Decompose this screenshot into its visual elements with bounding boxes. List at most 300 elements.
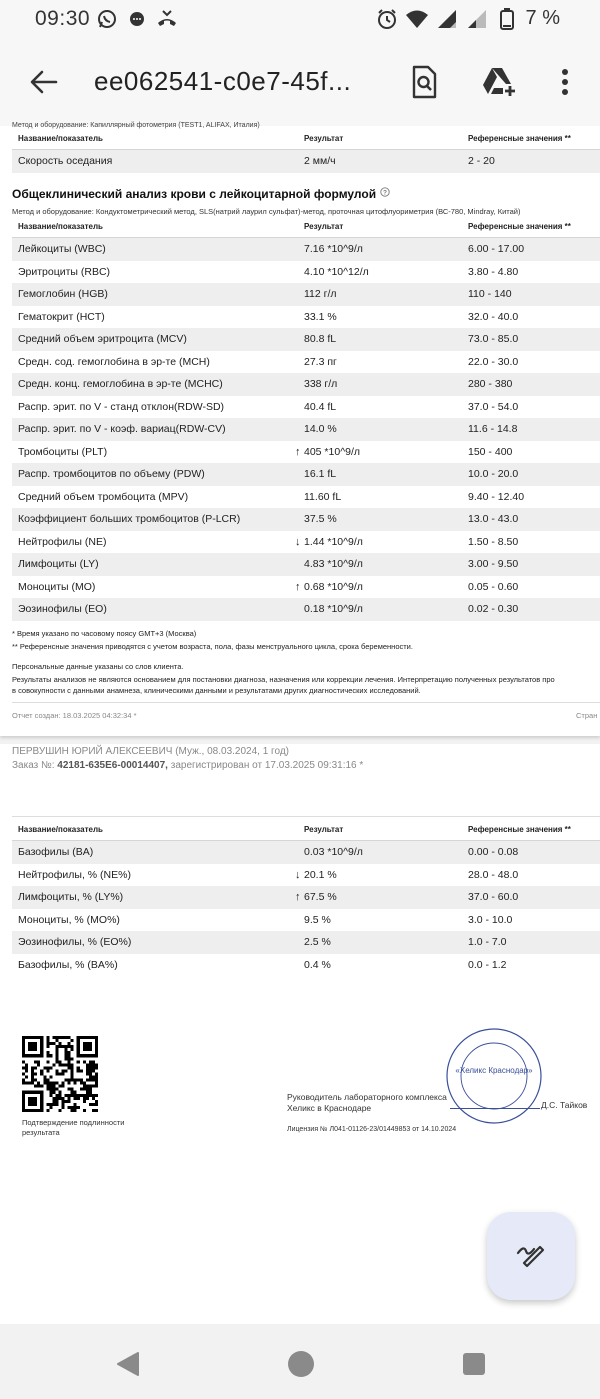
note-disclaimer-2: в совокупности с данными анамнеза, клиническими данными и результатами других диагностических исследований. [12,686,421,695]
qr-module [62,1069,65,1072]
reference-range: 6.00 - 17.00 [468,243,525,255]
qr-module [34,1079,37,1082]
qr-module [62,1085,65,1088]
qr-module [68,1097,71,1100]
nav-back-button[interactable] [112,1348,144,1380]
qr-module [65,1100,68,1103]
status-bar [0,0,600,38]
qr-code[interactable] [22,1036,98,1112]
result-name: Базофилы, % (BA%) [18,958,118,971]
qr-module [46,1109,49,1112]
qr-module [80,1082,83,1085]
qr-module [58,1072,61,1075]
note-personal-data: Персональные данные указаны со слов клиента. [12,662,184,671]
signature-line [450,1108,540,1109]
app-bar [0,38,600,126]
result-name: Средн. сод. гемоглобина в эр-те (MCH) [18,355,210,368]
result-value: 2.5 % [304,936,331,948]
order-info: Заказ №: 42181-635E6-00014407, зарегистрирован от 17.03.2025 09:31:16 * [12,760,364,771]
qr-module [49,1085,52,1088]
qr-module [92,1085,95,1088]
result-name: Гематокрит (HCT) [18,310,105,323]
qr-module [65,1057,68,1060]
qr-module [55,1036,58,1039]
qr-module [95,1109,98,1112]
result-value: 7.16 *10^9/л [304,243,363,255]
qr-module [62,1103,65,1106]
qr-module [40,1072,43,1075]
qr-module [65,1036,68,1039]
result-value: 4.83 *10^9/л [304,558,363,570]
qr-module [92,1109,95,1112]
qr-module [25,1076,28,1079]
result-name: Моноциты, % (MO%) [18,913,120,926]
result-name: Распр. тромбоцитов по объему (PDW) [18,468,205,480]
flag-high-icon: ↑ [295,891,301,903]
order-number: 42181-635E6-00014407, [57,760,168,771]
qr-module [31,1069,34,1072]
patient-info: ПЕРВУШИН ЮРИЙ АЛЕКСЕЕВИЧ (Муж., 08.03.2024, 1 год) [12,746,289,757]
result-value: 20.1 % [304,868,337,881]
qr-caption: Подтверждение подлинности результата [22,1118,125,1137]
qr-module [49,1066,52,1069]
reference-range: 2 - 20 [468,155,495,167]
qr-module [86,1063,89,1066]
reference-range: 37.0 - 54.0 [468,400,519,413]
drive-add-icon [482,67,518,97]
nav-recents-button[interactable] [458,1348,490,1380]
qr-module [55,1060,58,1063]
qr-module [34,1066,37,1069]
result-value: 0.18 *10^9/л [304,603,363,615]
qr-module [95,1103,98,1106]
qr-module [46,1082,49,1085]
qr-module [43,1066,46,1069]
flag-low-icon: ↓ [295,535,301,548]
qr-module [55,1039,58,1042]
reference-range: 0.05 - 0.60 [468,580,519,593]
qr-module [86,1072,89,1075]
qr-module [49,1088,52,1091]
qr-module [49,1091,52,1094]
signer-title: Руководитель лабораторного комплекса Хеликс в Краснодаре [287,1092,447,1113]
qr-module [68,1057,71,1060]
reference-range: 28.0 - 48.0 [468,868,519,881]
qr-module [83,1088,86,1091]
qr-module [46,1045,49,1048]
reference-range: 1.50 - 8.50 [468,535,519,548]
qr-module [46,1069,49,1072]
qr-module [95,1079,98,1082]
qr-module [89,1085,92,1088]
qr-module [68,1106,71,1109]
reference-range: 13.0 - 43.0 [468,513,519,525]
qr-module [71,1109,74,1112]
annotate-fab[interactable] [487,1212,575,1300]
qr-module [31,1082,34,1085]
report-created: Отчет создан: 18.03.2025 04:32:34 * [12,711,137,720]
qr-module [74,1094,77,1097]
table-row [12,418,600,441]
qr-module [37,1085,40,1088]
result-name: Лимфоциты, % (LY%) [18,891,124,903]
qr-module [86,1066,89,1069]
table-row [12,261,600,284]
qr-module [58,1063,61,1066]
qr-module [71,1066,74,1069]
result-value: 33.1 % [304,310,337,323]
qr-finder [28,1042,37,1051]
qr-module [31,1079,34,1082]
qr-module [77,1066,80,1069]
qr-module [55,1082,58,1085]
qr-module [71,1039,74,1042]
reference-range: 1.0 - 7.0 [468,936,507,948]
more-options-button[interactable] [543,60,587,104]
qr-module [43,1076,46,1079]
qr-module [31,1066,34,1069]
document-page-1 [0,122,600,736]
result-name: Лимфоциты (LY) [18,558,99,570]
reference-range: 0.00 - 0.08 [468,846,519,858]
qr-module [65,1045,68,1048]
qr-module [46,1085,49,1088]
result-value: 405 *10^9/л [304,445,361,458]
qr-module [68,1066,71,1069]
document-title: ee062541-c0e7-45f... [94,66,352,96]
reference-range: 280 - 380 [468,378,513,390]
nav-back-icon [115,1351,141,1377]
qr-module [31,1076,34,1079]
missed-call-icon [156,8,178,30]
qr-module [68,1094,71,1097]
reference-range: 10.0 - 20.0 [468,468,519,480]
qr-module [55,1094,58,1097]
qr-module [46,1066,49,1069]
lab-stamp [444,1026,544,1126]
qr-module [52,1063,55,1066]
qr-module [83,1082,86,1085]
table-row [12,531,600,554]
message-icon [126,8,148,30]
table-row [12,598,600,621]
qr-module [77,1060,80,1063]
reference-range: 73.0 - 85.0 [468,333,519,345]
qr-module [89,1088,92,1091]
table-row [12,508,600,531]
qr-module [71,1063,74,1066]
result-value: 9.5 % [304,913,331,926]
reference-range: 0.02 - 0.30 [468,603,519,615]
qr-module [62,1072,65,1075]
qr-module [65,1069,68,1072]
result-name: Эозинофилы, % (EO%) [18,936,132,948]
qr-module [65,1048,68,1051]
qr-module [86,1079,89,1082]
qr-module [68,1063,71,1066]
nav-recents-icon [462,1352,486,1376]
table-row [12,396,600,419]
divider [12,816,600,817]
result-value: 11.60 fL [304,490,342,503]
flag-low-icon: ↓ [295,868,301,881]
qr-module [74,1091,77,1094]
qr-module [86,1088,89,1091]
svg-text:?: ? [383,189,388,197]
signal-icon [466,8,488,30]
note-disclaimer-1: Результаты анализов не являются основанием для постановки диагноза, назначения или коррекции лечения. Интерпретацию полученных результатов про [12,675,555,684]
qr-module [62,1082,65,1085]
qr-module [55,1048,58,1051]
table-row [12,441,600,464]
cbc-table [12,222,600,621]
qr-module [40,1069,43,1072]
qr-module [71,1091,74,1094]
qr-module [74,1103,77,1106]
qr-module [34,1060,37,1063]
table-row [12,283,600,306]
qr-module [83,1109,86,1112]
qr-module [71,1106,74,1109]
table-header: Название/показатель Результат Референсные значения ** [12,222,600,238]
qr-module [37,1082,40,1085]
table-header: Название/показатель Результат Референсные значения ** [12,134,600,150]
qr-module [80,1079,83,1082]
qr-module [95,1082,98,1085]
result-value: 40.4 fL [304,400,337,413]
reference-range: 3.80 - 4.80 [468,265,519,278]
qr-module [43,1082,46,1085]
qr-module [46,1060,49,1063]
reference-range: 0.0 - 1.2 [468,958,507,971]
qr-module [74,1109,77,1112]
qr-module [92,1069,95,1072]
qr-module [25,1066,28,1069]
qr-module [52,1091,55,1094]
qr-module [89,1079,92,1082]
qr-module [55,1088,58,1091]
table-row [12,150,600,173]
result-name: Распр. эрит. по V - коэф. вариац(RDW-CV) [18,423,226,435]
qr-module [46,1051,49,1054]
qr-module [62,1100,65,1103]
qr-module [95,1094,98,1097]
qr-module [80,1094,83,1097]
qr-module [55,1072,58,1075]
qr-module [86,1085,89,1088]
qr-module [95,1076,98,1079]
qr-module [49,1103,52,1106]
qr-module [52,1042,55,1045]
qr-module [86,1094,89,1097]
qr-module [74,1106,77,1109]
reference-range: 9.40 - 12.40 [468,490,525,503]
qr-module [71,1088,74,1091]
qr-module [49,1094,52,1097]
wifi-icon [406,8,428,30]
result-value: 27.3 пг [304,355,337,368]
qr-module [71,1069,74,1072]
qr-module [49,1042,52,1045]
qr-finder [28,1097,37,1106]
qr-module [52,1082,55,1085]
license-info: Лицензия № Л041-01126-23/01449853 от 14.10.2024 [287,1126,457,1133]
table-row [12,328,600,351]
result-name: Эритроциты (RBC) [18,265,111,278]
result-value: 0.03 *10^9/л [304,846,363,858]
reference-range: 22.0 - 30.0 [468,355,519,368]
reference-range: 3.0 - 10.0 [468,913,513,926]
qr-module [58,1091,61,1094]
qr-module [52,1085,55,1088]
qr-module [68,1060,71,1063]
qr-module [68,1054,71,1057]
qr-module [55,1054,58,1057]
result-value: 0.4 % [304,958,331,971]
qr-module [71,1057,74,1060]
reference-range: 11.6 - 14.8 [468,423,518,435]
qr-module [37,1063,40,1066]
qr-module [89,1072,92,1075]
result-value: 0.68 *10^9/л [304,580,363,593]
qr-module [22,1060,25,1063]
table-row [12,909,600,932]
qr-module [68,1079,71,1082]
qr-module [49,1054,52,1057]
qr-module [58,1097,61,1100]
stamp-text: «Хеликс Краснодар» [455,1066,533,1075]
qr-module [55,1100,58,1103]
edit-pen-icon [514,1239,548,1273]
battery-icon [496,8,518,30]
qr-module [83,1085,86,1088]
signer-name: Д.С. Тайков [541,1100,588,1110]
qr-module [92,1103,95,1106]
qr-module [58,1109,61,1112]
qr-module [52,1103,55,1106]
qr-module [25,1063,28,1066]
table-header: Название/показатель Результат Референсные значения ** [12,825,600,841]
qr-module [68,1051,71,1054]
qr-module [92,1094,95,1097]
qr-module [95,1063,98,1066]
qr-module [46,1039,49,1042]
qr-module [25,1069,28,1072]
help-icon [380,187,390,197]
signal-icon [436,8,458,30]
qr-module [74,1082,77,1085]
qr-module [58,1094,61,1097]
table-row [12,306,600,329]
qr-module [95,1072,98,1075]
qr-module [86,1097,89,1100]
qr-module [86,1069,89,1072]
reference-range: 32.0 - 40.0 [468,310,519,323]
reference-range: 3.00 - 9.50 [468,558,519,570]
qr-module [65,1051,68,1054]
table-row [12,886,600,909]
result-value: 1.44 *10^9/л [304,535,363,548]
qr-module [37,1060,40,1063]
qr-module [22,1066,25,1069]
table-row [12,463,600,486]
qr-module [58,1042,61,1045]
method-description: Метод и оборудование: Кондуктометрический метод, SLS(натрий лаурил сульфат)-метод, проточная цитофлуориметрия (ВС-780, Mindray, Китай) [12,207,521,216]
qr-module [89,1094,92,1097]
result-name: Средний объем эритроцита (MCV) [18,333,187,345]
flag-high-icon: ↑ [295,445,301,458]
result-value: 112 г/л [304,288,337,300]
result-value: 14.0 % [304,423,337,435]
qr-module [52,1036,55,1039]
result-value: 16.1 fL [304,468,337,480]
qr-module [68,1045,71,1048]
qr-module [89,1103,92,1106]
result-name: Эозинофилы (EO) [18,603,107,615]
qr-module [46,1042,49,1045]
back-arrow-icon [30,70,58,94]
qr-module [46,1103,49,1106]
qr-module [62,1045,65,1048]
qr-module [65,1094,68,1097]
nav-home-button[interactable] [285,1348,317,1380]
qr-module [89,1066,92,1069]
table-row [12,238,600,261]
result-name: Гемоглобин (HGB) [18,288,108,300]
divider [12,702,600,703]
qr-module [52,1100,55,1103]
add-to-drive-button[interactable] [478,60,522,104]
table-row [12,576,600,599]
nav-home-icon [287,1350,315,1378]
alarm-icon [376,8,398,30]
qr-module [46,1054,49,1057]
table-row [12,486,600,509]
qr-module [71,1048,74,1051]
qr-module [77,1106,80,1109]
back-button[interactable] [22,60,66,104]
reference-range: 150 - 400 [468,445,513,458]
qr-module [77,1094,80,1097]
flag-high-icon: ↑ [295,580,301,593]
qr-module [55,1097,58,1100]
table-row [12,841,600,864]
qr-module [68,1082,71,1085]
result-name: Средн. конц. гемоглобина в эр-те (MCHC) [18,378,223,390]
search-in-document-button[interactable] [402,60,446,104]
qr-module [55,1057,58,1060]
qr-module [92,1097,95,1100]
qr-module [25,1082,28,1085]
reference-range: 110 - 140 [468,288,512,300]
result-value: 37.5 % [304,513,337,525]
result-value: 67.5 % [304,891,337,903]
qr-module [77,1097,80,1100]
qr-module [62,1106,65,1109]
battery-level: 7 % [525,7,560,29]
qr-module [71,1045,74,1048]
qr-module [92,1063,95,1066]
table-row [12,931,600,954]
qr-module [95,1066,98,1069]
qr-module [89,1063,92,1066]
qr-module [83,1097,86,1100]
qr-module [52,1097,55,1100]
result-name: Нейтрофилы (NE) [18,535,107,548]
qr-module [92,1060,95,1063]
qr-module [89,1060,92,1063]
qr-module [55,1045,58,1048]
